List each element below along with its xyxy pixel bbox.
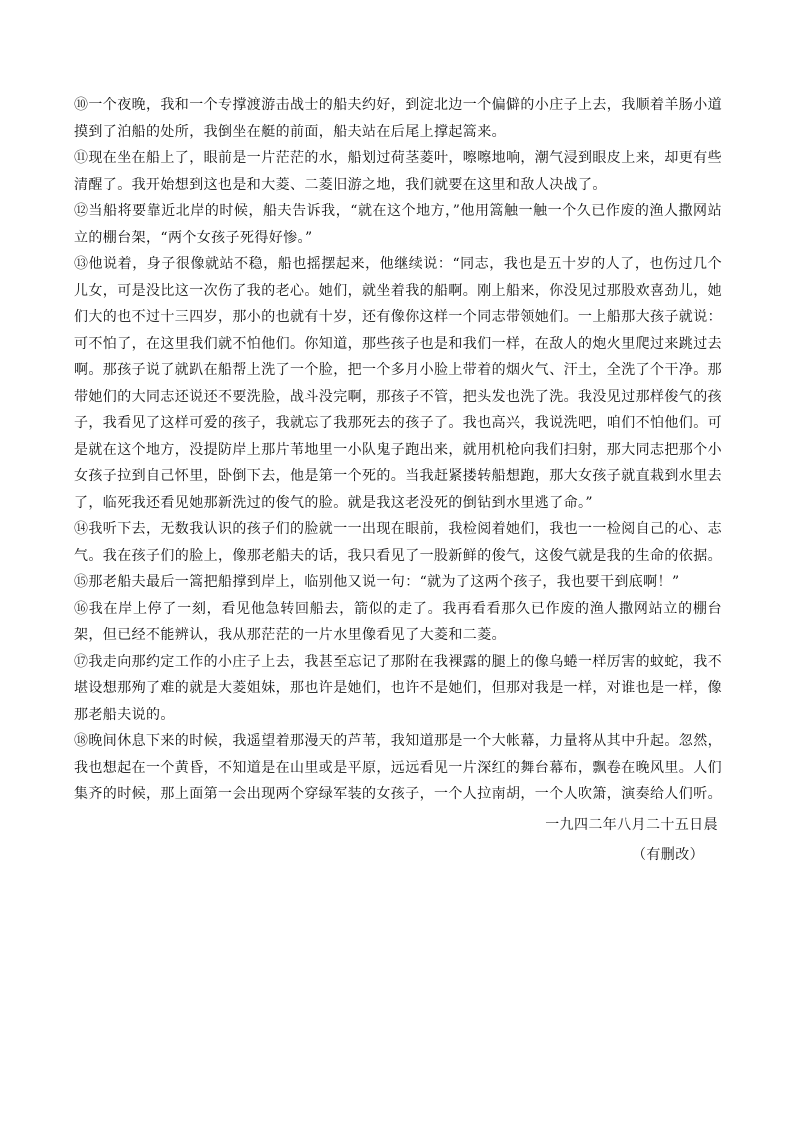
paragraph-15: ⑮那老船夫最后一篙把船撑到岸上，临别他又说一句：“就为了这两个孩子，我也要干到底啊！”: [74, 574, 680, 590]
edit-note: （有删改）: [632, 847, 704, 863]
paragraph-16: ⑯我在岸上停了一刻，看见他急转回船去，箭似的走了。我再看看那久已作废的渔人撒网站立的棚台架，但已经不能辨认，我从那茫茫的一片水里像看见了大菱和二菱。: [74, 600, 722, 643]
article-body: [74, 92, 722, 869]
date-line: 一九四二年八月二十五日晨: [545, 816, 718, 833]
paragraph-10: ⑩一个夜晚，我和一个专撑渡游击战士的船夫约好，到淀北边一个偏僻的小庄子上去，我顺着羊肠小道摸到了泊船的处所，我倒坐在艇的前面，船夫站在后尾上撑起篙来。: [74, 97, 722, 140]
paragraph-11: ⑪现在坐在船上了，眼前是一片茫茫的水，船划过荷茎菱叶，嚓嚓地响，潮气浸到眼皮上来，却更有些清醒了。我开始想到这也是和大菱、二菱旧游之地，我们就要在这里和敌人决战了。: [74, 150, 722, 193]
paragraph-14: ⑭我听下去，无数我认识的孩子们的脸就一一出现在眼前，我检阅着她们，我也一一检阅自己的心、志气。我在孩子们的脸上，像那老船夫的话，我只看见了一股新鲜的俊气，这俊气就是我的生命的依据。: [74, 521, 722, 564]
paragraph-18: ⑱晚间休息下来的时候，我遥望着那漫天的芦苇，我知道那是一个大帐幕，力量将从其中升起。忽然，我也想起在一个黄昏，不知道是在山里或是平原，远远看见一片深红的舞台幕布，飘卷在晚风里。人们集齐的时候，那上面第一会出现两个穿绿军装的女孩子，一个人拉南胡，一个人吹箫，演奏给人们听。: [74, 733, 722, 802]
paragraph-17: ⑰我走向那约定工作的小庄子上去，我甚至忘记了那附在我裸露的腿上的像乌蜷一样厉害的蚊蛇，我不堪设想那殉了难的就是大菱姐妹，那也许是她们，也许不是她们，但那对我是一样，对谁也是一样，像那老船夫说的。: [74, 653, 722, 723]
paragraph-12: ⑫当船将要靠近北岸的时候，船夫告诉我，“就在这个地方，”他用篙触一触一个久已作废的渔人撒网站立的棚台架，“两个女孩子死得好惨。”: [74, 203, 722, 246]
paragraph-13: ⑬他说着，身子很像就站不稳，船也摇摆起来，他继续说：“同志，我也是五十岁的人了，也伤过几个儿女，可是没比这一次伤了我的老心。她们，就坐着我的船啊。刚上船来，你没见过那股欢喜劲儿，她们大的也不过十三四岁，那小的也就有十岁，还有像你这样一个同志带领她们。一上船那大孩子就说：可不怕了，在这里我们就不怕他们。你知道，那些孩子也是和我们一样，在敌人的炮火里爬过来跳过去啊。那孩子说了就趴在船帮上洗了一个脸，把一个多月小脸上带着的烟火气、汗土，全洗了个干净。那带她们的大同志还说还不要洗脸，战斗没完啊，那孩子不管，把头发也洗了洗。我没见过那样俊气的孩子，我看见了这样可爱的孩子，我就忘了我那死去的孩子了。我也高兴，我说洗吧，咱们不怕他们。可是就在这个地方，没提防岸上那片苇地里一小队鬼子跑出来，就用机枪向我们扫射，那大同志把那个小女孩子拉到自己怀里，卧倒下去，他是第一个死的。当我赶紧搂转船想跑，那大女孩子就直栽到水里去了，临死我还看见她那新洗过的俊气的脸。就是我这老没死的倒钻到水里逃了命。”: [74, 256, 722, 511]
